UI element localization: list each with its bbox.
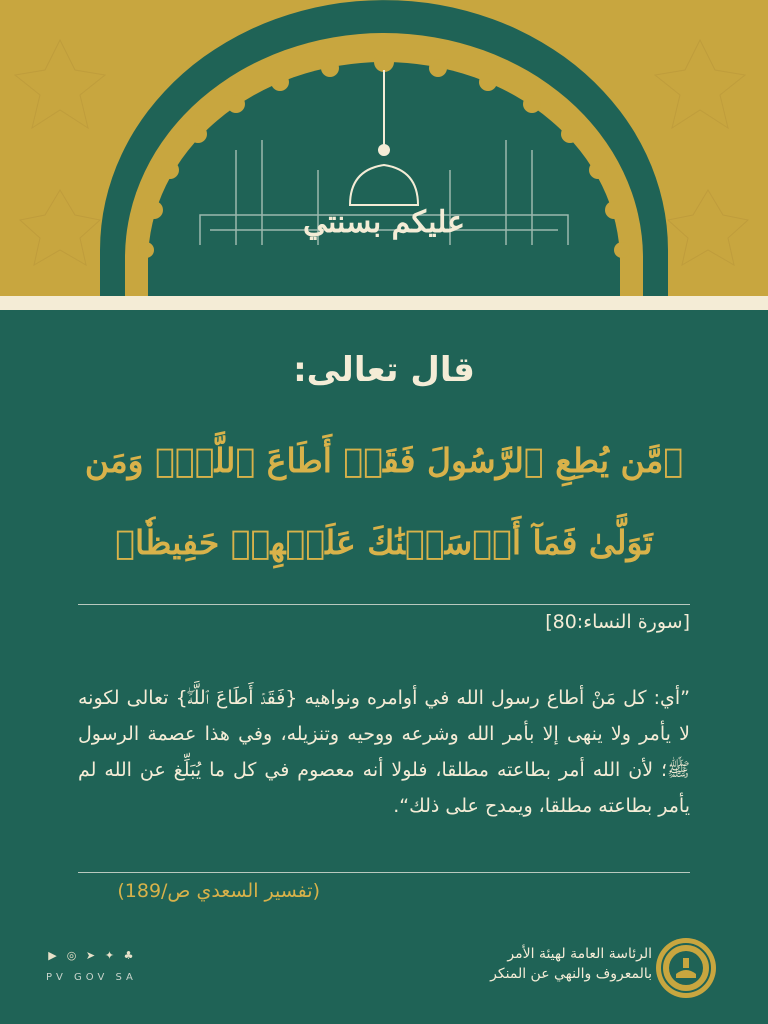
- snapchat-icon[interactable]: ♣: [123, 949, 134, 962]
- divider-line: [78, 872, 690, 873]
- ornament-graphic: [0, 0, 768, 300]
- quran-verse: [50, 420, 718, 584]
- divider-strip: [0, 296, 768, 310]
- surah-reference: [سورة النساء:80]: [545, 611, 690, 633]
- tafsir-source: (تفسير السعدي ص/189): [117, 880, 320, 902]
- website-label[interactable]: PV GOV SA: [46, 972, 137, 983]
- org-line: بالمعروف والنهي عن المنكر: [490, 966, 652, 982]
- social-icons: [46, 949, 135, 962]
- telegram-icon[interactable]: ➤: [85, 949, 96, 962]
- twitter-icon[interactable]: ✦: [104, 949, 115, 962]
- divider-line: [78, 604, 690, 605]
- verse-line: ﴿مَّن يُطِعِ ٱلرَّسُولَ فَقَدۡ أَطَاعَ ٱللَّهَۖ وَمَن: [84, 441, 684, 480]
- content-panel: [0, 310, 768, 1024]
- organization-name: [392, 944, 652, 984]
- verse-line: تَوَلَّىٰ فَمَآ أَرۡسَلۡنَٰكَ عَلَيۡهِمۡ حَفِيظٗا﴾: [115, 523, 653, 562]
- instagram-icon[interactable]: ◎: [66, 949, 77, 962]
- org-line: الرئاسة العامة لهيئة الأمر: [507, 946, 652, 962]
- top-ornament-band: [0, 0, 768, 300]
- organization-seal-icon: [654, 936, 718, 1000]
- youtube-icon[interactable]: ▶: [48, 949, 57, 962]
- arch: [100, 0, 668, 300]
- logo-calligraphy: عليكم بسنتي: [302, 205, 466, 240]
- tafsir-text: ”أي: كل مَنْ أطاع رسول الله في أوامره ونواهيه {فَقَدۡ أَطَاعَ ٱللَّهَۖ} تعالى لكونه لا يأمر ولا ينهى إلا بأمر الله وشرعه ووحيه وتنزيله، وفي هذا عصمة الرسول ﷺ؛ لأن الله أمر بطاعته مطلقا، فلولا أنه معصوم في كل ما يُبَلِّغ عن الله لم يأمر بطاعته مطلقا، ويمدح على ذلك“.: [78, 687, 690, 817]
- heading: قال تعالى:: [293, 350, 475, 390]
